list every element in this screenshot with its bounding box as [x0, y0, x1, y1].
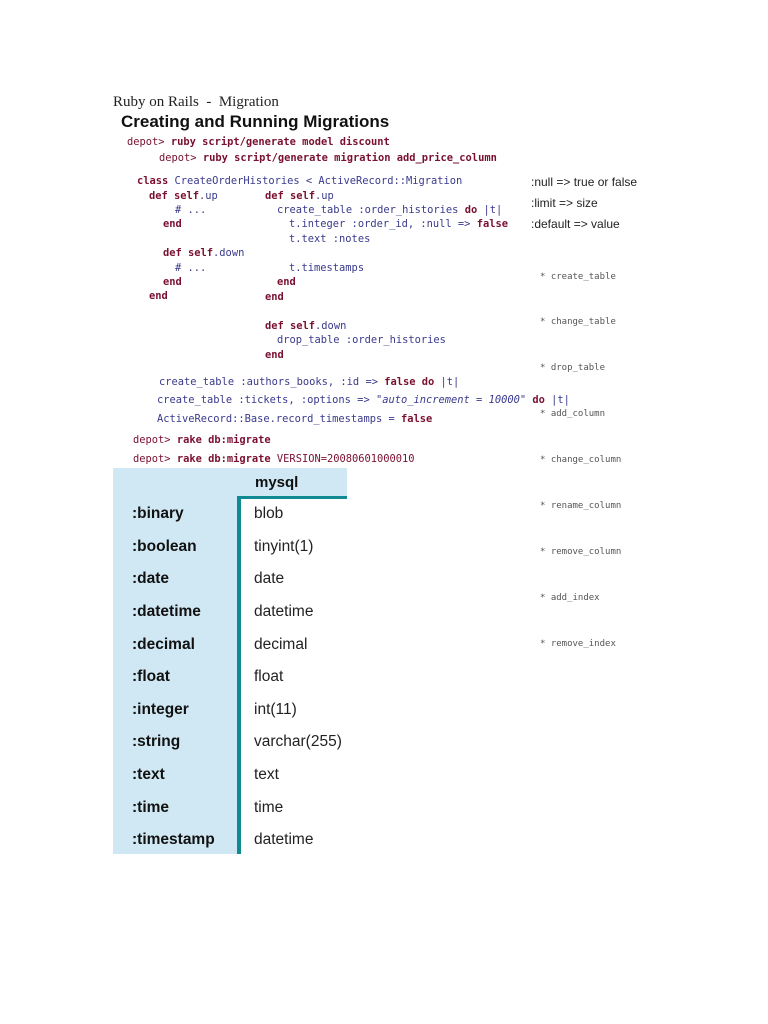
keyword-do: do — [464, 204, 478, 216]
mysql-type: tinyint(1) — [254, 537, 314, 555]
code-timestamps: t.timestamps — [289, 262, 365, 274]
code-end — [265, 290, 284, 305]
code-end — [163, 217, 182, 232]
mysql-type: blob — [254, 505, 284, 523]
method-name: .down — [213, 247, 245, 259]
table-header-blank — [113, 468, 237, 496]
mysql-type: datetime — [254, 831, 314, 849]
code-column-integer — [289, 217, 508, 232]
keyword-do: do — [532, 394, 545, 406]
table-row — [113, 694, 347, 727]
rails-type: :boolean — [132, 537, 197, 555]
keyword-end: end — [277, 276, 296, 288]
list-item: * remove_column — [540, 546, 622, 557]
rails-type: :time — [132, 798, 170, 816]
rails-type: :binary — [132, 505, 184, 523]
code-drop-table: drop_table :order_histories — [277, 334, 446, 346]
rails-type: :string — [132, 733, 181, 751]
command-rake-migrate — [133, 433, 271, 448]
keyword-def: def self — [265, 190, 316, 202]
code-create-table — [277, 203, 502, 218]
migration-methods-list — [540, 239, 621, 667]
keyword-false: false — [400, 413, 433, 425]
rails-type: :decimal — [132, 635, 195, 653]
keyword-def: def self — [163, 247, 214, 259]
command-text: rake db:migrate — [176, 453, 271, 465]
column-def: t.integer :order_id, :null => — [289, 218, 471, 230]
keyword-false: false — [384, 376, 416, 388]
list-item: * add_column — [540, 409, 606, 420]
prompt: depot> — [133, 453, 171, 465]
code-text: create_table :authors_books, :id => — [159, 376, 378, 388]
section-title: Creating and Running Migrations — [121, 112, 390, 131]
keyword-do: do — [421, 376, 435, 388]
table-row — [113, 824, 347, 857]
code-end — [277, 275, 296, 290]
string-literal: "auto_increment = 10000" — [375, 394, 527, 406]
keyword-def: def self — [265, 320, 316, 332]
type-mapping-table — [113, 468, 347, 854]
keyword-end: end — [265, 349, 284, 361]
command-text: ruby script/generate model discount — [170, 136, 390, 148]
table-row — [113, 498, 347, 531]
option-limit: :limit => size — [531, 196, 598, 210]
command-text: ruby script/generate migration add_price_column — [202, 152, 497, 164]
keyword-def: def self — [149, 190, 200, 202]
list-item: * remove_index — [540, 638, 616, 649]
table-row — [113, 596, 347, 629]
list-item: * change_column — [540, 455, 622, 466]
keyword-end: end — [163, 276, 182, 288]
list-item: * add_index — [540, 592, 600, 603]
block-var: |t| — [483, 204, 503, 216]
list-item: * rename_column — [540, 501, 622, 512]
mysql-type: text — [254, 766, 279, 784]
table-row — [113, 531, 347, 564]
rails-type: :datetime — [132, 603, 201, 621]
rails-type: :integer — [132, 700, 189, 718]
version-arg: VERSION=20080601000010 — [276, 453, 415, 465]
option-default: :default => value — [531, 217, 620, 231]
mysql-type: decimal — [254, 635, 308, 653]
code-def-self-down — [265, 319, 346, 334]
list-item: * create_table — [540, 271, 616, 282]
keyword-end: end — [149, 290, 168, 302]
command-generate-model — [127, 135, 390, 150]
rails-type: :timestamp — [132, 831, 215, 849]
mysql-type: varchar(255) — [254, 733, 342, 751]
keyword-class: class — [137, 175, 169, 187]
table-row — [113, 726, 347, 759]
code-comment: # ... — [175, 262, 207, 274]
code-end — [163, 275, 182, 290]
table-row — [113, 628, 347, 661]
command-text: rake db:migrate — [176, 434, 271, 446]
code-end — [265, 348, 284, 363]
code-def-self-up — [265, 189, 334, 204]
rails-type: :text — [132, 766, 165, 784]
table-row — [113, 759, 347, 792]
code-column-text: t.text :notes — [289, 233, 371, 245]
code-authors-books — [159, 375, 459, 390]
keyword-false: false — [476, 218, 508, 230]
option-null: :null => true or false — [531, 175, 638, 189]
command-rake-migrate-version — [133, 452, 415, 467]
code-def-self-up — [149, 189, 218, 204]
prompt: depot> — [127, 136, 165, 148]
prompt: depot> — [159, 152, 197, 164]
code-text: create_table :tickets, :options => — [157, 394, 370, 406]
code-text: ActiveRecord::Base.record_timestamps = — [157, 413, 395, 425]
create-table-call: create_table :order_histories — [277, 204, 459, 216]
keyword-end: end — [265, 291, 284, 303]
mysql-type: date — [254, 570, 285, 588]
code-comment: # ... — [175, 204, 207, 216]
table-header-mysql: mysql — [237, 468, 347, 496]
code-class-declaration — [137, 174, 462, 189]
method-name: .up — [199, 190, 218, 202]
code-tickets — [157, 393, 570, 408]
code-record-timestamps — [157, 412, 432, 427]
mysql-type: int(11) — [254, 700, 297, 718]
rails-type: :date — [132, 570, 170, 588]
rails-type: :float — [132, 668, 170, 686]
method-name: .up — [315, 190, 334, 202]
mysql-type: float — [254, 668, 284, 686]
list-item: * change_table — [540, 317, 616, 328]
keyword-end: end — [163, 218, 182, 230]
command-generate-migration — [159, 151, 497, 166]
mysql-type: datetime — [254, 603, 314, 621]
table-row — [113, 661, 347, 694]
mysql-type: time — [254, 798, 284, 816]
code-def-self-down — [163, 246, 244, 261]
table-row — [113, 563, 347, 596]
list-item: * drop_table — [540, 363, 606, 374]
table-row — [113, 791, 347, 824]
block-var: |t| — [551, 394, 570, 406]
method-name: .down — [315, 320, 347, 332]
block-var: |t| — [440, 376, 460, 388]
class-name: CreateOrderHistories < ActiveRecord::Migration — [174, 175, 463, 187]
document-title: Ruby on Rails - Migration — [113, 94, 279, 110]
code-end — [149, 289, 168, 304]
prompt: depot> — [133, 434, 171, 446]
